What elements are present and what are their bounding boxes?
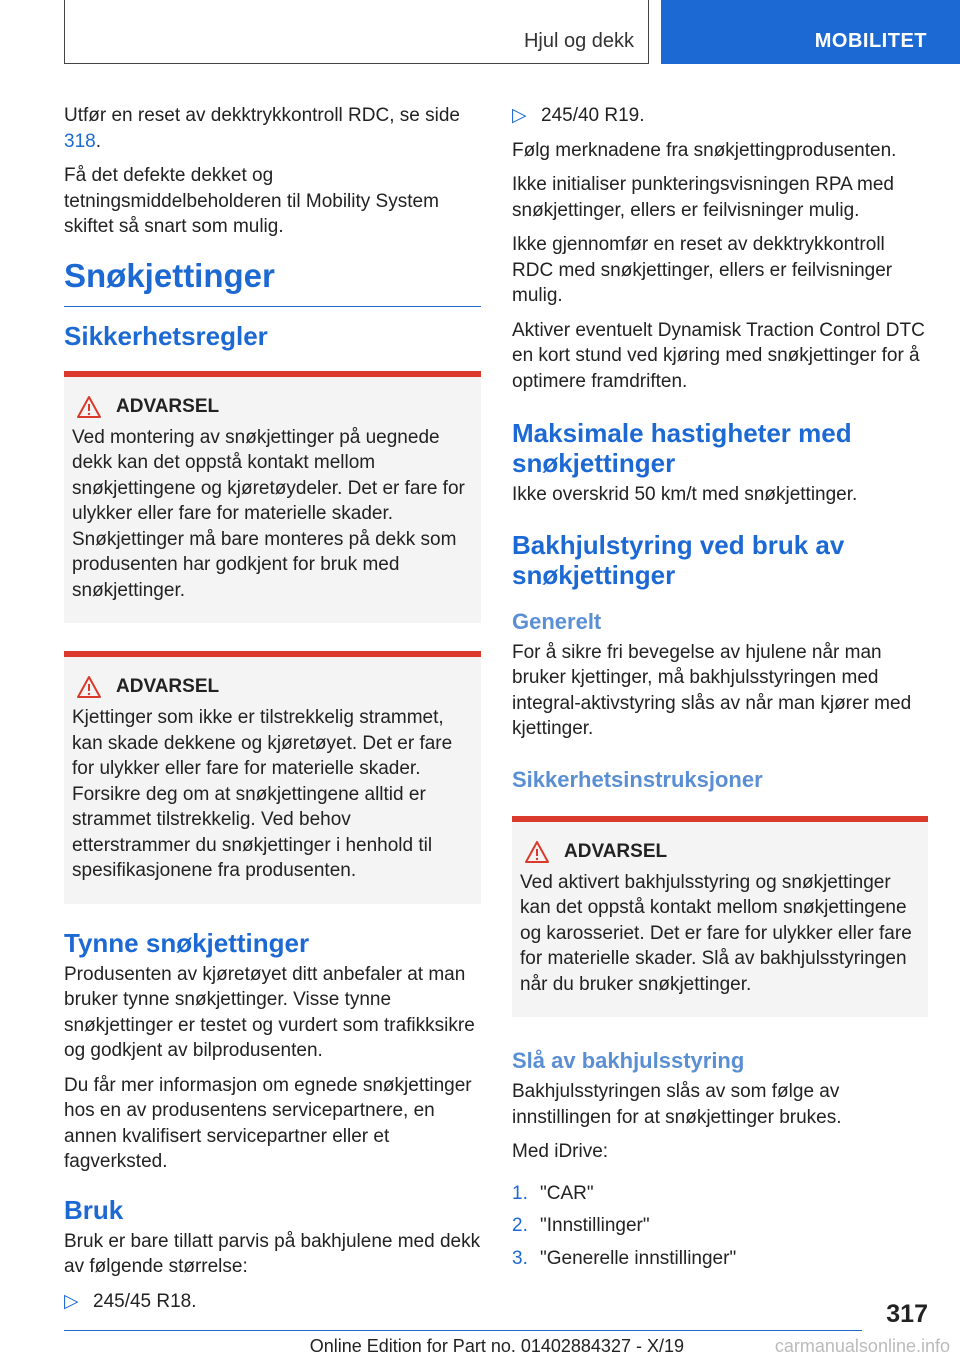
header-chapter-box: [661, 0, 960, 64]
paragraph-follow-notes: Følg merknadene fra snøkjettingprodusenten.: [512, 139, 897, 161]
warning-title: ADVARSEL: [116, 395, 220, 417]
list-item: ▷ 245/40 R19.: [512, 103, 928, 129]
left-column: [64, 103, 481, 1323]
header-section-box: [64, 0, 649, 64]
list-item: ▷ 245/45 R18.: [64, 1289, 481, 1315]
use-heading: Bruk: [64, 1194, 124, 1225]
right-column: [512, 103, 928, 1278]
warning-triangle-icon: [76, 675, 102, 699]
page-title: Snøkjettinger: [64, 258, 481, 307]
paragraph-dtc: Aktiver eventuelt Dynamisk Traction Control DTC en kort stund ved kjøring med snøkjettinger for å optimere framdriften.: [512, 319, 925, 392]
paragraph-rdc: Ikke gjennomfør en reset av dekktrykkontroll RDC med snøkjettinger, ellers er feilvisninger mulig.: [512, 234, 893, 306]
intro-paragraph-2: Få det defekte dekket og tetningsmiddelbeholderen til Mobility System skiftet så snart som mulig.: [64, 165, 439, 237]
warning-triangle-icon: [76, 395, 102, 419]
warning-text: Kjettinger som ikke er tilstrekkelig strammet, kan skade dekkene og kjøretøyet. Det er fare for ulykker eller fare for materielle skader. Forsikre deg om at snøkjettingene alltid er strammet tilstrekkelig. Ved behov etterstrammer du snøkjettinger i henhold til spesifikasjonene fra produsenten.: [72, 707, 453, 881]
intro-paragraph-1: Utfør en reset av dekktrykkontroll RDC, se side 318.: [64, 105, 460, 152]
max-speed-heading: Maksimale hastigheter med snøkjettinger: [512, 418, 852, 478]
warning-title: ADVARSEL: [564, 840, 668, 862]
idrive-label: Med iDrive:: [512, 1141, 609, 1162]
watermark: carmanualsonline.info: [774, 1336, 950, 1356]
disable-rear-steering-paragraph: Bakhjulsstyringen slås av som følge av innstillingen for at snøkjettinger brukes.: [512, 1081, 842, 1128]
list-item: 1. "CAR": [512, 1182, 594, 1204]
max-speed-paragraph: Ikke overskrid 50 km/t med snøkjettinger.: [512, 484, 858, 505]
rear-steering-heading: Bakhjulstyring ved bruk av snøkjettinger: [512, 529, 845, 590]
use-paragraph: Bruk er bare tillatt parvis på bakhjulene med dekk av følgende størrelse:: [64, 1230, 481, 1277]
page-link-318[interactable]: 318: [64, 130, 96, 152]
warning-text: Ved montering av snøkjettinger på uegnede dekk kan det oppstå kontakt mellom snøkjettingene og kjøretøydeler. Det er fare for ulykker eller fare for materielle skader. Snøkjettinger må bare monteres på dekk som produsenten har godkjent for bruk med snøkjettinger.: [72, 426, 465, 601]
safety-instructions-heading: Sikkerhetsinstruksjoner: [512, 766, 763, 792]
thin-chains-heading: Tynne snøkjettinger: [64, 927, 310, 958]
header-chapter-title: MOBILITET: [814, 30, 927, 52]
warning-box-3: [512, 816, 928, 1018]
bullet-triangle-icon: ▷: [64, 1290, 79, 1312]
thin-chains-paragraph-1: Produsenten av kjøretøyet ditt anbefaler at man bruker tynne snøkjettinger. Visse tynne snøkjettinger er testet og vurdert som trafikksikre og godkjent av bilprodusenten.: [64, 963, 475, 1061]
bullet-triangle-icon: ▷: [512, 105, 527, 126]
paragraph-rpa: Ikke initialiser punkteringsvisningen RPA med snøkjettinger, ellers er feilvisninger mulig.: [512, 174, 894, 221]
general-paragraph: For å sikre fri bevegelse av hjulene når man bruker kjettinger, må bakhjulsstyringen med integral-aktivstyring slås av når man kjører med kjettinger.: [512, 641, 912, 739]
footer-divider: [64, 1330, 862, 1331]
page-number: 317: [886, 1300, 928, 1328]
list-item: 3. "Generelle innstillinger": [512, 1247, 737, 1269]
safety-rules-heading: Sikkerhetsregler: [64, 320, 268, 351]
thin-chains-paragraph-2: Du får mer informasjon om egnede snøkjettinger hos en av produsentens servicepartnere, en annen kvalifisert servicepartner eller et fagverksted.: [64, 1074, 472, 1172]
warning-title: ADVARSEL: [116, 676, 220, 697]
warning-triangle-icon: [524, 840, 550, 864]
header-section-title: Hjul og dekk: [523, 30, 634, 52]
list-item: 2. "Innstillinger": [512, 1215, 650, 1236]
warning-box-2: [64, 651, 481, 904]
general-heading: Generelt: [512, 608, 602, 634]
edition-text: Online Edition for Part no. 01402884327 - X/19: [309, 1336, 684, 1356]
disable-rear-steering-heading: Slå av bakhjulsstyring: [512, 1048, 745, 1073]
warning-text: Ved aktivert bakhjulsstyring og snøkjettinger kan det oppstå kontakt mellom snøkjettingene og karosseriet. Det er fare for ulykker eller fare for materielle skader. Slå av bakhjulsstyringen når du bruker snøkjettinger.: [520, 871, 912, 995]
warning-box-1: [64, 371, 481, 624]
